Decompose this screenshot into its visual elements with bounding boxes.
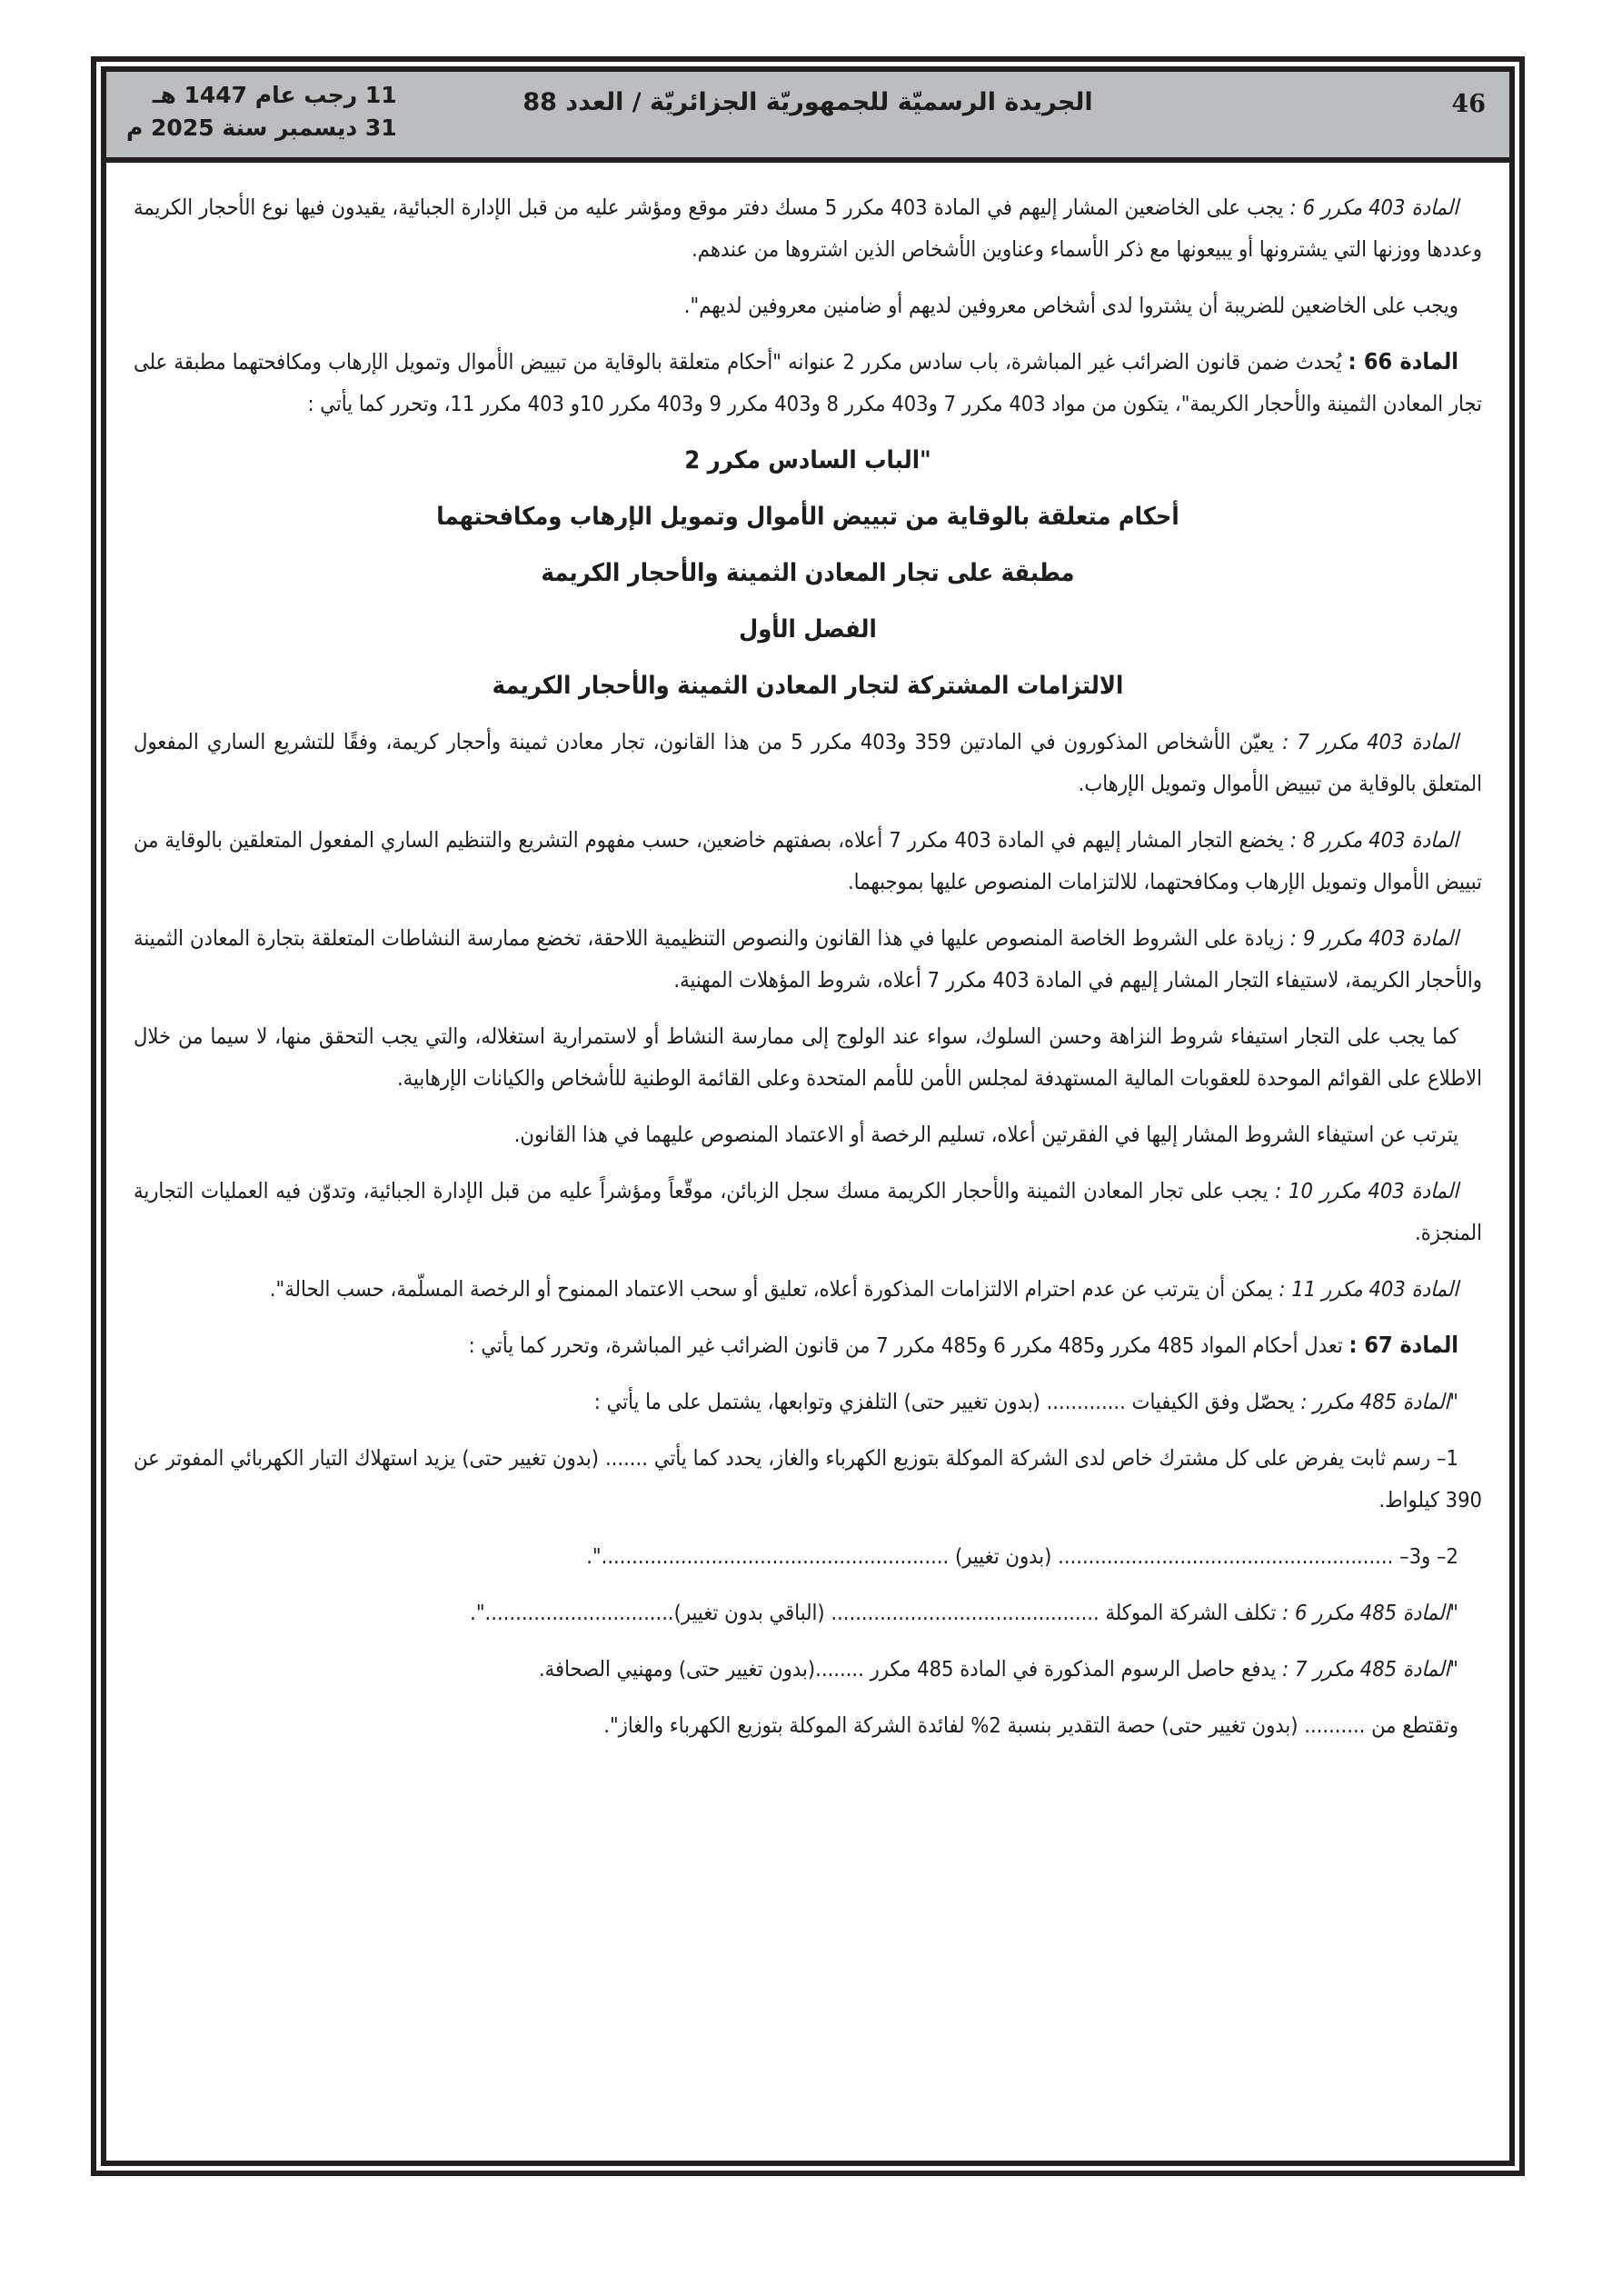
article-403-bis-9-paragraph-2: كما يجب على التجار استيفاء شروط النزاهة وحسن السلوك، سواء عند الولوج إلى ممارسة النشاط أو لاستمرارية استغلاله، والتي يجب التحقق منها، لا سيما من خلال الاطلاع على القوائم الموحدة للعقوبات المالية المستهدفة لمجلس الأمن للأمم المتحدة وعلى القائمة الوطنية للأشخاص والكيانات الإرهابية. — [134, 1023, 1482, 1091]
article-485-bis-7 — [134, 1648, 1482, 1690]
list-item-2-3: 2– و3– ....................................................... (بدون تغيير) .........................................................". — [586, 1543, 1458, 1569]
article-text: يعيّن الأشخاص المذكورون في المادتين 359 و403 مكرر 5 من هذا القانون، تجار معادن ثمينة وأحجار كريمة، وفقًا للتشريع الساري المفعول المتعلق بالوقاية من تبييض الأموال وتمويل الإرهاب. — [134, 729, 1482, 796]
article-ref: المادة 403 مكرر 11 : — [1279, 1276, 1458, 1302]
article-403-bis-11 — [134, 1268, 1482, 1310]
article-text: يخضع التجار المشار إليهم في المادة 403 مكرر 7 أعلاه، بصفتهم خاضعين، حسب مفهوم التشريع والتنظيم الساري المفعول المتعلقين بالوقاية من تبييض الأموال وتمويل الإرهاب ومكافحتهما، للالتزامات المنصوص عليها بموجبهما. — [134, 827, 1482, 894]
article-text: يجب على تجار المعادن الثمينة والأحجار الكريمة مسك سجل الزبائن، موقّعاً ومؤشراً عليه من قبل الإدارة الجبائية، وتدوّن فيه العمليات التجارية المنجزة. — [134, 1178, 1482, 1245]
article-text: يجب على الخاضعين المشار إليهم في المادة 403 مكرر 5 مسك دفتر موقع ومؤشر عليه من قبل الإدارة الجبائية، يقيدون فيها نوع الأحجار الكريمة وعددها ووزنها التي يشترونها أو يبيعونها مع ذكر الأسماء وعناوين الأشخاص الذين اشتروها من عندهم. — [134, 195, 1482, 262]
article-ref: "المادة 485 مكرر : — [1300, 1389, 1458, 1414]
article-67 — [134, 1324, 1482, 1366]
section-heading-part: "الباب السادس مكرر 2 — [684, 446, 931, 474]
article-ref: المادة 403 مكرر 7 : — [1282, 729, 1459, 754]
article-ref: "المادة 485 مكرر 7 : — [1282, 1656, 1458, 1682]
article-ref: "المادة 485 مكرر 6 : — [1282, 1600, 1458, 1625]
article-ref: المادة 403 مكرر 10 : — [1275, 1178, 1459, 1203]
article-text: يدفع حاصل الرسوم المذكورة في المادة 485 مكرر ........(بدون تغيير حتى) ومهنيي الصحافة. — [538, 1656, 1283, 1682]
date-hijri: 11 رجب عام 1447 هـ — [152, 82, 397, 108]
article-text: يمكن أن يترتب عن عدم احترام الالتزامات المذكورة أعلاه، تعليق أو سحب الاعتماد الممنوح أو الرخصة المسلّمة، حسب الحالة". — [269, 1276, 1279, 1302]
date-gregorian: 31 ديسمبر سنة 2025 م — [126, 115, 397, 141]
article-ref: المادة 67 : — [1348, 1332, 1458, 1358]
section-heading-title-line-2: مطبقة على تجار المعادن الثمينة والأحجار الكريمة — [541, 559, 1075, 587]
article-ref: المادة 66 : — [1348, 348, 1458, 374]
article-ref: المادة 403 مكرر 9 : — [1289, 925, 1458, 951]
document-body — [134, 186, 1482, 1761]
article-485-bis — [134, 1381, 1482, 1423]
article-text: تعدل أحكام المواد 485 مكرر و485 مكرر 6 و485 مكرر 7 من قانون الضرائب غير المباشرة، وتحرر كما يأتي : — [468, 1333, 1349, 1358]
page-number: 46 — [1451, 90, 1486, 118]
article-ref: المادة 403 مكرر 8 : — [1289, 827, 1458, 853]
article-403-bis-8 — [134, 819, 1482, 903]
article-66 — [134, 341, 1482, 424]
article-text: زيادة على الشروط الخاصة المنصوص عليها في هذا القانون والنصوص التنظيمية اللاحقة، تخضع ممارسة النشاطات المتعلقة بتجارة المعادن الثمينة والأحجار الكريمة، لاستيفاء التجار المشار إليهم في المادة 403 مكرر 7 أعلاه، شروط المؤهلات المهنية. — [134, 925, 1482, 993]
article-text: تكلف الشركة الموكلة ............................................ (الباقي بدون تغيير)...............................". — [470, 1600, 1283, 1625]
article-ref: المادة 403 مكرر 6 : — [1289, 195, 1458, 220]
article-403-bis-9-paragraph-3: يترتب عن استيفاء الشروط المشار إليها في الفقرتين أعلاه، تسليم الرخصة أو الاعتماد المنصوص عليهما في هذا القانون. — [513, 1122, 1458, 1147]
article-text: يحصّل وفق الكيفيات ............. (بدون تغيير حتى) التلفزي وتوابعها، يشتمل على ما يأتي : — [593, 1389, 1301, 1414]
chapter-heading: الفصل الأول — [739, 615, 877, 644]
article-485-bis-7-paragraph-2: وتقتطع من .......... (بدون تغيير حتى) حصة التقدير بنسبة 2% لفائدة الشركة الموكلة بتوزيع الكهرباء والغاز". — [603, 1712, 1458, 1738]
article-403-bis-9 — [134, 917, 1482, 1001]
article-403-bis-6 — [134, 186, 1482, 270]
article-403-bis-7 — [134, 721, 1482, 804]
page-outer-border — [91, 56, 1525, 2176]
section-heading-title-line-1: أحكام متعلقة بالوقاية من تبييض الأموال وتمويل الإرهاب ومكافحتهما — [436, 503, 1179, 531]
article-485-bis-6 — [134, 1592, 1482, 1633]
gazette-title: الجريدة الرسميّة للجمهوريّة الجزائريّة / العدد 88 — [522, 88, 1093, 116]
page-header — [106, 72, 1509, 163]
page-inner-border — [101, 66, 1515, 2166]
chapter-title: الالتزامات المشتركة لتجار المعادن الثمينة والأحجار الكريمة — [492, 672, 1124, 700]
list-item-1: 1– رسم ثابت يفرض على كل مشترك خاص لدى الشركة الموكلة بتوزيع الكهرباء والغاز، يحدد كما يأتي ....... (بدون تغيير حتى) يزيد استهلاك التيار الكهربائي المفوتر عن 390 كيلواط. — [134, 1445, 1482, 1512]
header-date — [126, 79, 397, 145]
article-403-bis-6-paragraph-2: ويجب على الخاضعين للضريبة أن يشتروا لدى أشخاص معروفين لديهم أو ضامنين معروفين لديهم". — [683, 293, 1458, 318]
article-text: يُحدث ضمن قانون الضرائب غير المباشرة، باب سادس مكرر 2 عنوانه "أحكام متعلقة بالوقاية من تبييض الأموال وتمويل الإرهاب ومكافحتهما مطبقة على تجار المعادن الثمينة والأحجار الكريمة"، يتكون من مواد 403 مكرر 7 و403 مكرر 8 و403 مكرر 9 و403 مكرر 10و 403 مكرر 11، وتحرر كما يأتي : — [134, 349, 1482, 416]
article-403-bis-10 — [134, 1170, 1482, 1253]
